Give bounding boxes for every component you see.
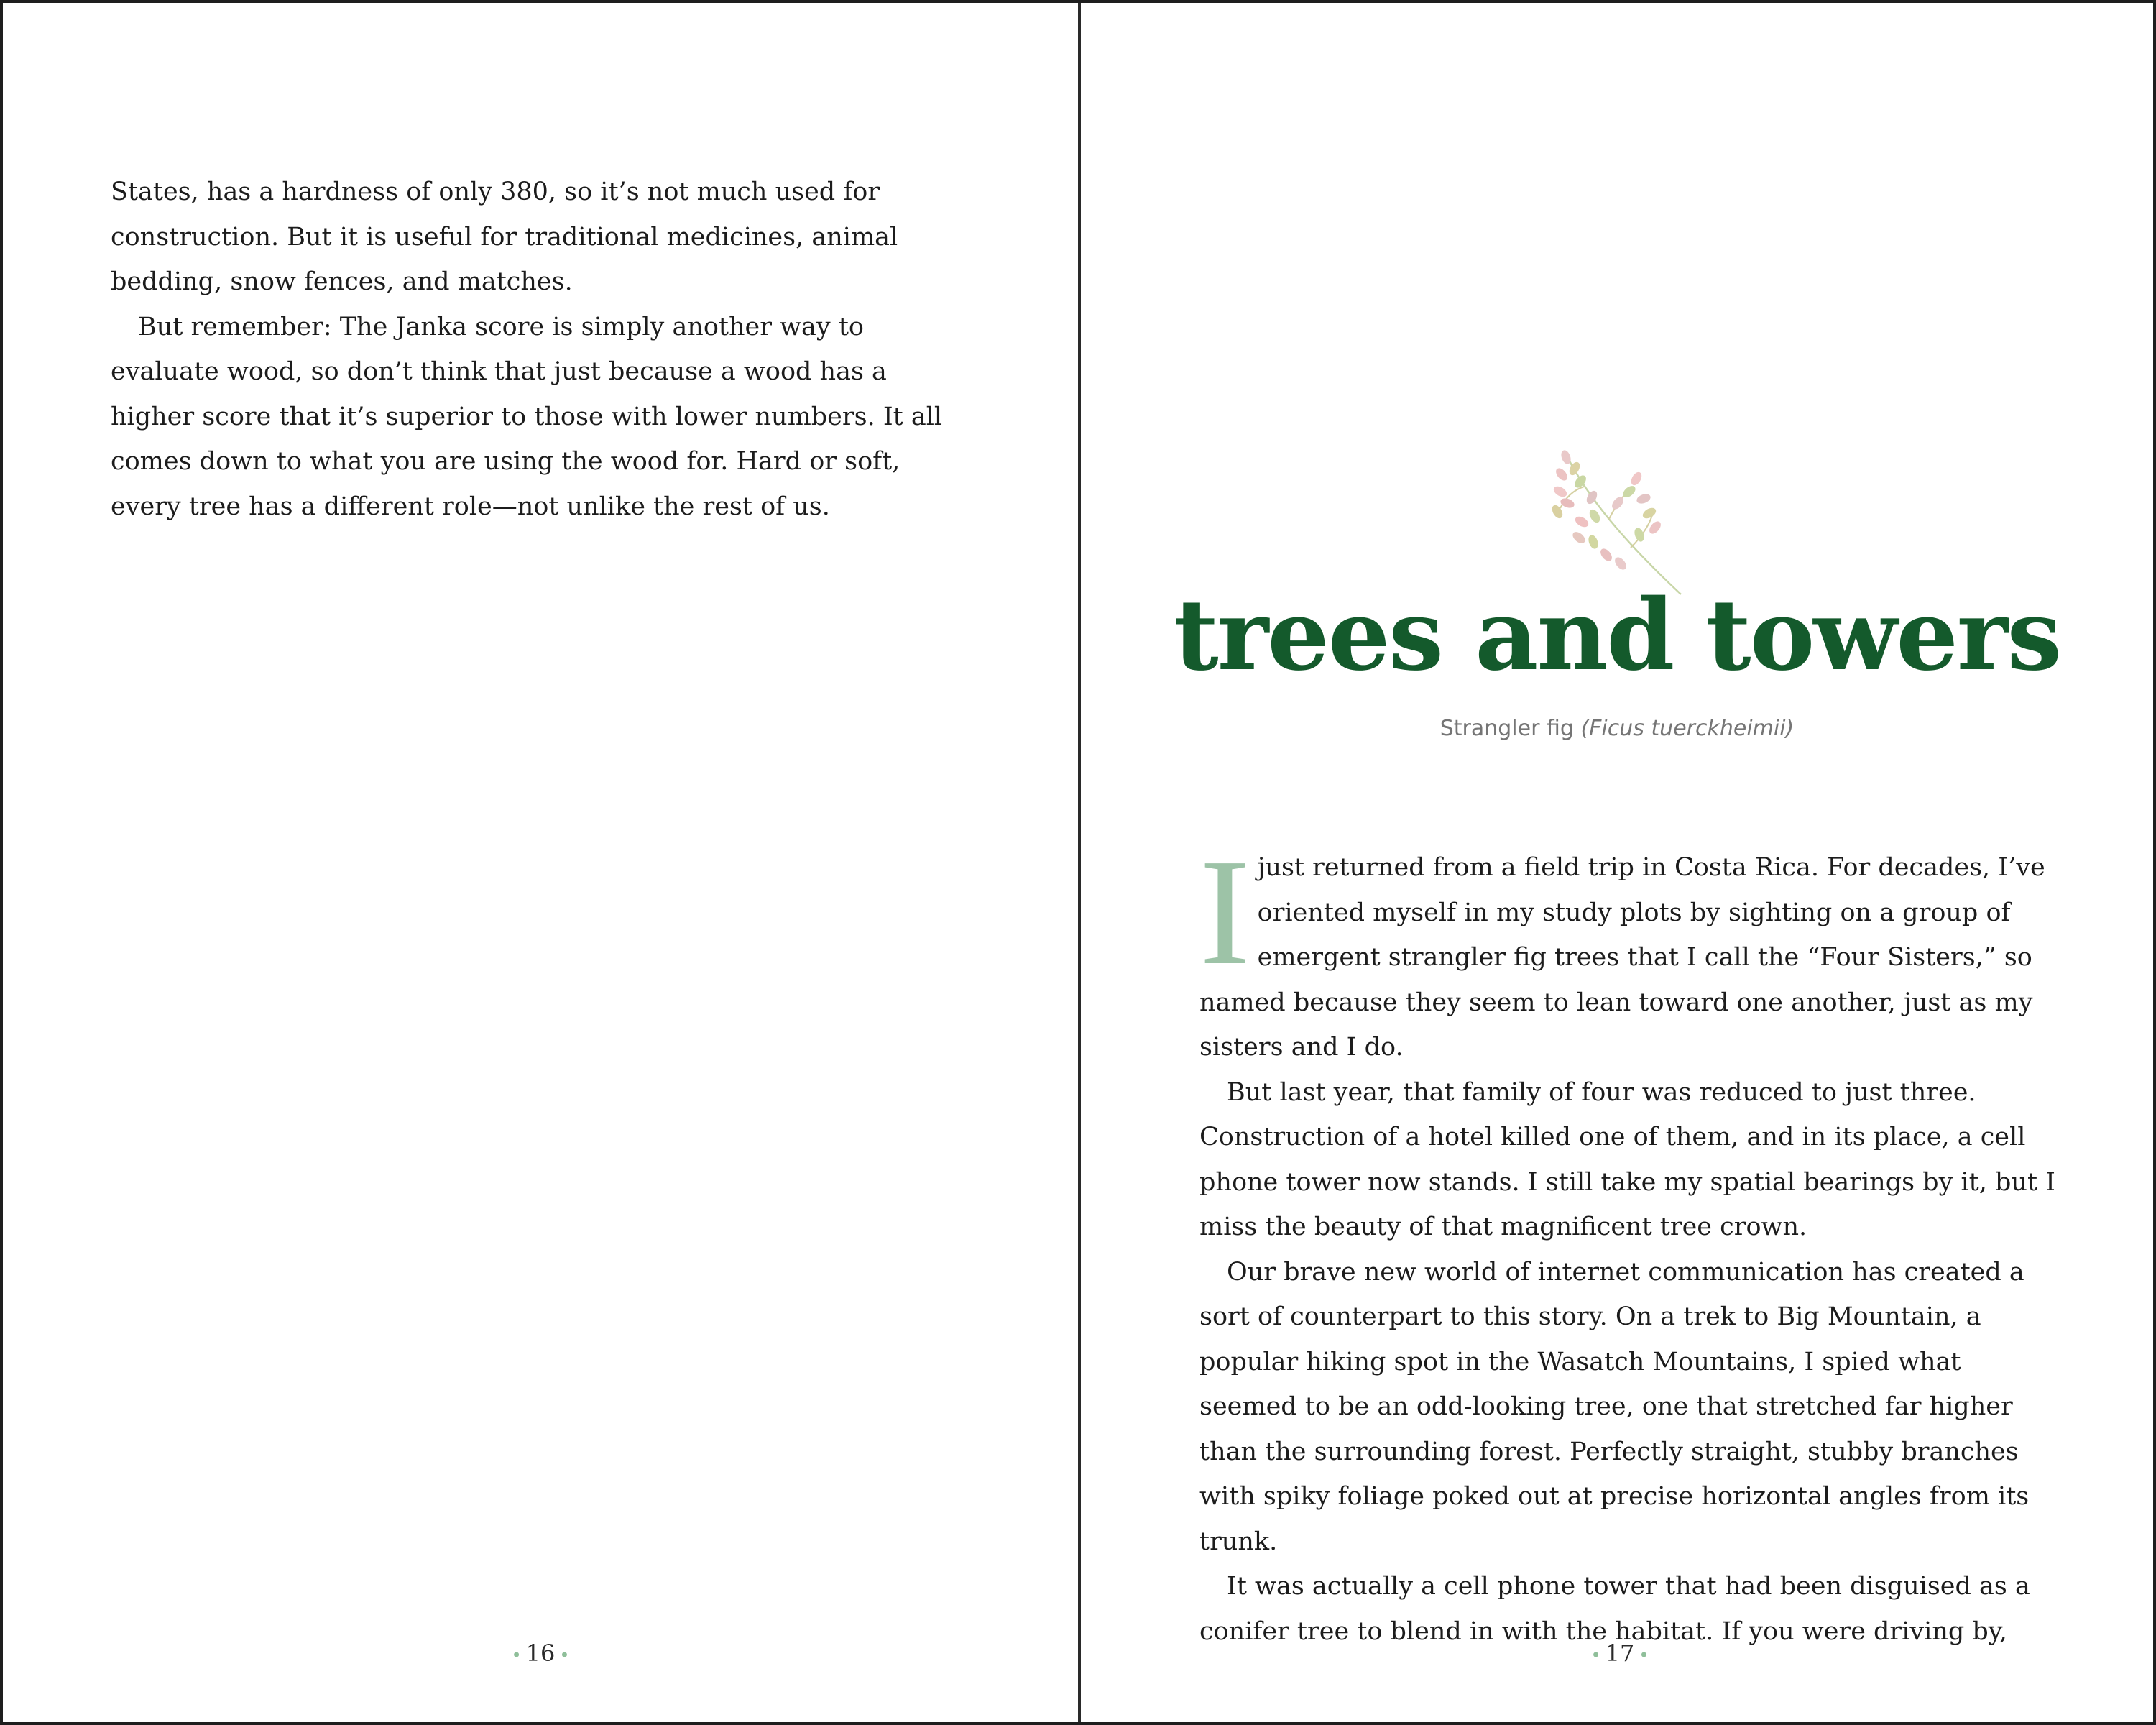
right-paragraph: It was actually a cell phone tower that had been disguised as a conifer tree to blend in with the habitat. If you were driving by, [1199, 1572, 2030, 1646]
sprig-icon [1544, 447, 1688, 598]
page-number-value: 17 [1605, 1639, 1635, 1667]
folio-dot-icon: • [511, 1644, 522, 1665]
page-number-right [1548, 1639, 1692, 1670]
right-paragraph: But last year, that family of four was reduced to just three. Construction of a hotel killed one of them, and in its place, a cell phone tower now stands. I still take my spatial bearings by it, but I miss the beauty of that magnificent tree crown. [1199, 1077, 2055, 1241]
right-body-text [1199, 827, 2062, 1654]
subtitle-latin-name: (Ficus tuerckheimii) [1580, 716, 1795, 741]
subtitle-common-name: Strangler fig [1439, 716, 1574, 741]
right-paragraph [1199, 827, 2062, 1070]
chapter-title: trees and towers [1173, 578, 2061, 693]
left-paragraph: States, has a hardness of only 380, so it’s not much used for construction. But it is useful for traditional medicines, animal bedding, snow fences, and matches. [111, 178, 898, 296]
drop-cap: I [1199, 827, 1250, 996]
folio-dot-icon: • [1590, 1644, 1601, 1665]
page-number-value: 16 [525, 1639, 556, 1667]
folio-dot-icon: • [1639, 1644, 1649, 1665]
chapter-subtitle [1081, 714, 2153, 743]
left-body-text [111, 170, 952, 529]
paragraph-text: just returned from a field trip in Costa Rica. For decades, I’ve oriented myself in my study plots by sighting on a group of emergent strangler fig trees that I call the “Four Sisters,” so named because they seem to lean toward one another, just as my sisters and I do. [1199, 853, 2045, 1062]
right-paragraph: Our brave new world of internet communication has created a sort of counterpart to this story. On a trek to Big Mountain, a popular hiking spot in the Wasatch Mountains, I spied what seemed to be an odd-looking tree, one that stretched far higher than the surrounding forest. Perfectly straight, stubby branches with spiky foliage poked out at precise horizontal angles from its trunk. [1199, 1257, 2030, 1556]
page-number-left [469, 1639, 612, 1670]
folio-dot-icon: • [559, 1644, 570, 1665]
left-paragraph: But remember: The Janka score is simply another way to evaluate wood, so don’t think that just because a wood has a higher score that it’s superior to those with lower numbers. It all comes down to what you are using the wood for. Hard or soft, every tree has a different role—not unlike the rest of us. [111, 312, 943, 521]
